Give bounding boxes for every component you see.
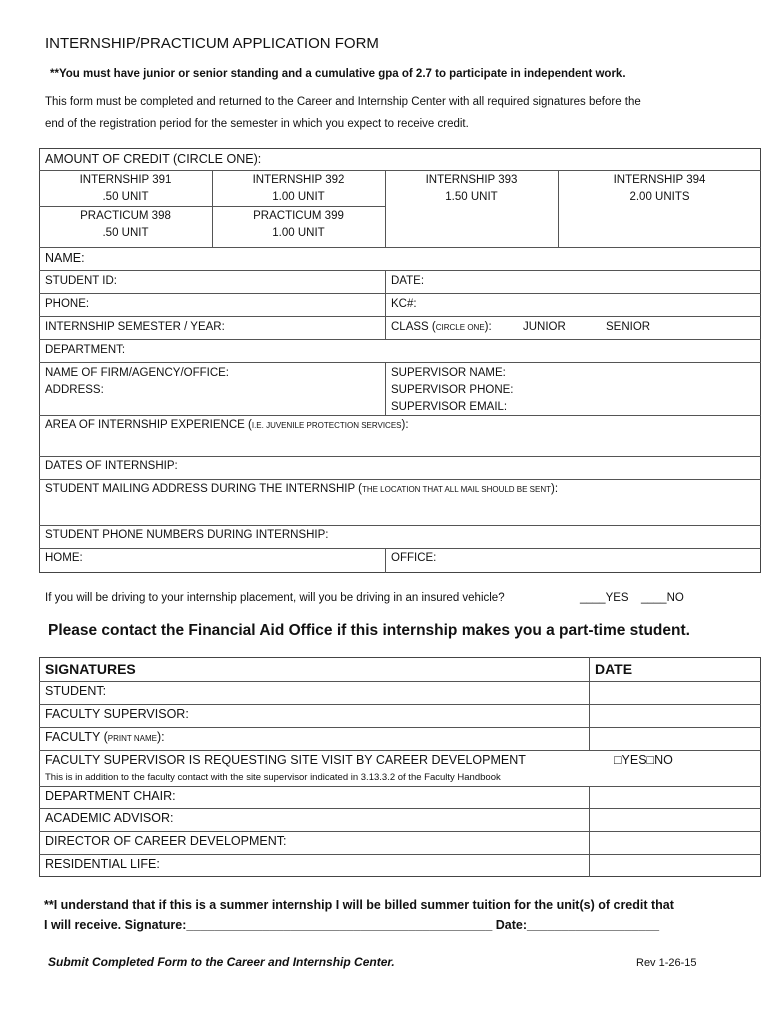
supervisor-email-field[interactable]: SUPERVISOR EMAIL: [391,401,508,413]
divider [39,786,761,787]
residential-life-signature-field[interactable]: RESIDENTIAL LIFE: [45,857,160,871]
divider [385,270,386,339]
gpa-notice: **You must have junior or senior standing and a cumulative gpa of 2.7 to participate in independent work. [50,68,626,80]
department-field[interactable]: DEPARTMENT: [45,344,126,356]
summer-tuition-signature-line[interactable]: I will receive. Signature:____________________________________________ Date:___________________ [44,918,660,932]
credit-option-practicum-398[interactable] [39,208,212,242]
credit-option-name: INTERNSHIP 394 [613,174,706,186]
dates-of-internship-field[interactable]: DATES OF INTERNSHIP: [45,460,178,472]
credit-option-units: .50 UNIT [102,191,149,203]
mailing-label-text: STUDENT MAILING ADDRESS DURING THE INTERNSHIP ( [45,483,362,495]
summer-tuition-acknowledgement-line-1: **I understand that if this is a summer internship I will be billed summer tuition for the unit(s) of credit that [44,898,674,912]
divider [39,456,761,457]
divider [39,479,761,480]
date-field[interactable]: DATE: [391,275,425,287]
site-visit-yes-no-checkboxes[interactable]: □YES□NO [614,753,673,767]
credit-option-name: INTERNSHIP 393 [425,174,518,186]
phone-numbers-heading: STUDENT PHONE NUMBERS DURING INTERNSHIP: [45,529,329,541]
credit-option-internship-393[interactable] [385,172,558,206]
department-chair-signature-field[interactable]: DEPARTMENT CHAIR: [45,789,176,803]
address-field[interactable]: ADDRESS: [45,384,104,396]
credit-option-internship-391[interactable] [39,172,212,206]
faculty-label-text: FACULTY ( [45,730,108,744]
director-signature-field[interactable]: DIRECTOR OF CAREER DEVELOPMENT: [45,834,287,848]
credit-option-internship-394[interactable] [558,172,761,206]
class-label-close: ): [484,321,492,333]
credit-option-name: INTERNSHIP 391 [79,174,172,186]
student-signature-field[interactable]: STUDENT: [45,684,107,698]
supervisor-phone-field[interactable]: SUPERVISOR PHONE: [391,384,514,396]
divider [39,808,761,809]
divider [39,704,761,705]
divider [39,270,761,271]
credit-option-name: PRACTICUM 399 [253,210,344,222]
insured-vehicle-yes[interactable]: ____YES [580,592,629,604]
home-phone-field[interactable]: HOME: [45,552,83,564]
revision-label: Rev 1-26-15 [636,957,697,969]
faculty-print-name-field[interactable] [45,729,165,747]
divider [385,548,386,573]
student-id-field[interactable]: STUDENT ID: [45,275,117,287]
divider [39,362,761,363]
area-label-note: I.E. JUVENILE PROTECTION SERVICES [251,421,402,430]
area-label-close: ): [401,419,409,431]
submit-instruction: Submit Completed Form to the Career and Internship Center. [48,955,395,969]
divider [385,362,386,415]
insured-vehicle-question: If you will be driving to your internship placement, will you be driving in an insured vehicle? [45,592,505,604]
credit-option-units: .50 UNIT [102,227,149,239]
class-option-junior[interactable]: JUNIOR [523,321,566,333]
phone-field[interactable]: PHONE: [45,298,90,310]
credit-option-units: 1.50 UNIT [445,191,498,203]
intro-text-line-2: end of the registration period for the semester in which you expect to receive credit. [45,118,469,130]
divider [39,316,761,317]
faculty-label-close: ): [156,730,165,744]
class-option-senior[interactable]: SENIOR [606,321,651,333]
kc-number-field[interactable]: KC#: [391,298,417,310]
semester-year-field[interactable]: INTERNSHIP SEMESTER / YEAR: [45,321,225,333]
name-field[interactable]: NAME: [45,251,85,265]
date-heading: DATE [595,661,633,677]
credit-option-internship-392[interactable] [212,172,385,206]
credit-option-units: 1.00 UNIT [272,227,325,239]
divider [39,831,761,832]
firm-name-field[interactable]: NAME OF FIRM/AGENCY/OFFICE: [45,367,230,379]
divider [39,293,761,294]
credit-option-units: 2.00 UNITS [629,191,690,203]
mailing-label-close: ): [551,483,559,495]
divider [39,750,761,751]
insured-vehicle-no[interactable]: ____NO [641,592,684,604]
credit-heading: AMOUNT OF CREDIT (CIRCLE ONE): [45,152,262,166]
class-label [391,319,492,336]
area-label-text: AREA OF INTERNSHIP EXPERIENCE ( [45,419,252,431]
mailing-label-note: THE LOCATION THAT ALL MAIL SHOULD BE SENT [361,485,552,494]
divider [39,854,761,855]
area-of-experience-field[interactable] [45,417,409,434]
credit-option-name: INTERNSHIP 392 [252,174,345,186]
form-title: INTERNSHIP/PRACTICUM APPLICATION FORM [45,35,379,52]
divider [39,727,761,728]
divider [39,681,761,682]
divider [39,548,761,549]
faculty-supervisor-signature-field[interactable]: FACULTY SUPERVISOR: [45,707,189,721]
class-label-note: CIRCLE ONE [435,323,485,332]
site-visit-request-label: FACULTY SUPERVISOR IS REQUESTING SITE VISIT BY CAREER DEVELOPMENT [45,753,526,767]
divider [39,525,761,526]
faculty-label-note: PRINT NAME [107,734,157,743]
mailing-address-field[interactable] [45,481,558,498]
supervisor-name-field[interactable]: SUPERVISOR NAME: [391,367,506,379]
credit-option-name: PRACTICUM 398 [80,210,171,222]
divider [39,339,761,340]
academic-advisor-signature-field[interactable]: ACADEMIC ADVISOR: [45,811,174,825]
signatures-heading: SIGNATURES [45,661,136,677]
credit-option-practicum-399[interactable] [212,208,385,242]
class-label-text: CLASS ( [391,321,436,333]
divider [39,170,761,171]
site-visit-note: This is in addition to the faculty contact with the site supervisor indicated in 3.13.3.2 of the Faculty Handbook [45,772,501,783]
credit-option-units: 1.00 UNIT [272,191,325,203]
financial-aid-notice: Please contact the Financial Aid Office if this internship makes you a part-time student. [48,622,690,639]
divider [39,415,761,416]
office-phone-field[interactable]: OFFICE: [391,552,437,564]
divider [39,247,761,248]
intro-text-line-1: This form must be completed and returned to the Career and Internship Center with all required signatures before the [45,96,641,108]
